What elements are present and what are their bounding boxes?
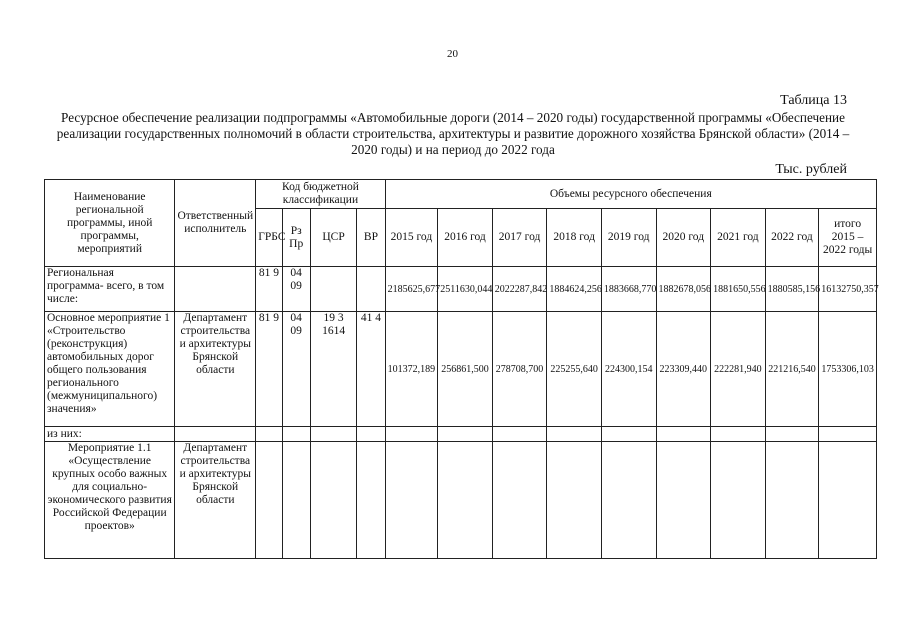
row-value-2017: 278708,700 xyxy=(492,312,547,427)
row-value-2021 xyxy=(711,442,766,559)
page-number: 20 xyxy=(447,48,458,60)
row-value-2020 xyxy=(656,442,711,559)
header-csr: ЦСР xyxy=(310,209,356,267)
empty-cell xyxy=(357,427,385,442)
row-value-2015: 2185625,677 xyxy=(385,267,438,312)
header-vr: ВР xyxy=(357,209,385,267)
row-responsible xyxy=(175,267,256,312)
header-year-2018: 2018 год xyxy=(547,209,602,267)
row-grbs xyxy=(256,442,282,559)
row-responsible: Департамент строительства и архитектуры Брянской области xyxy=(175,312,256,427)
row-value-2018: 1884624,256 xyxy=(547,267,602,312)
header-year-2019: 2019 год xyxy=(601,209,656,267)
row-value-2019: 1883668,770 xyxy=(601,267,656,312)
empty-cell xyxy=(601,427,656,442)
row-total xyxy=(819,442,877,559)
header-rzpr: Рз Пр xyxy=(282,209,310,267)
row-name: Основное мероприятие 1 «Строительство (реконструкция) автомобильных дорог общего пользования регионального (межмуниципального) значения» xyxy=(45,312,175,427)
row-grbs: 81 9 xyxy=(256,312,282,427)
empty-cell xyxy=(438,427,493,442)
header-row-1 xyxy=(45,180,877,209)
row-value-2016 xyxy=(438,442,493,559)
row-value-2019 xyxy=(601,442,656,559)
row-csr: 19 3 1614 xyxy=(310,312,356,427)
table-row xyxy=(45,312,877,427)
row-value-2015: 101372,189 xyxy=(385,312,438,427)
row-csr xyxy=(310,442,356,559)
row-rzpr: 04 09 xyxy=(282,312,310,427)
row-value-2019: 224300,154 xyxy=(601,312,656,427)
header-year-2022: 2022 год xyxy=(765,209,819,267)
table-row xyxy=(45,427,877,442)
empty-cell xyxy=(492,427,547,442)
empty-cell xyxy=(385,427,438,442)
empty-cell xyxy=(819,427,877,442)
header-year-2020: 2020 год xyxy=(656,209,711,267)
empty-cell xyxy=(765,427,819,442)
row-name: Региональная программа- всего, в том числе: xyxy=(45,267,175,312)
row-vr xyxy=(357,267,385,312)
row-value-2017 xyxy=(492,442,547,559)
row-name: из них: xyxy=(45,427,175,442)
row-vr: 41 4 xyxy=(357,312,385,427)
row-value-2016: 256861,500 xyxy=(438,312,493,427)
empty-cell xyxy=(547,427,602,442)
row-value-2018 xyxy=(547,442,602,559)
units-label: Тыс. рублей xyxy=(775,162,847,177)
header-total: итого 2015 – 2022 годы xyxy=(819,209,877,267)
header-name: Наименование региональной программы, иной программы, мероприятий xyxy=(45,180,175,267)
table-row xyxy=(45,267,877,312)
row-value-2022: 221216,540 xyxy=(765,312,819,427)
row-responsible: Департамент строительства и архитектуры Брянской области xyxy=(175,442,256,559)
row-total: 1753306,103 xyxy=(819,312,877,427)
row-total: 16132750,357 xyxy=(819,267,877,312)
empty-cell xyxy=(256,427,282,442)
header-year-2016: 2016 год xyxy=(438,209,493,267)
empty-cell xyxy=(711,427,766,442)
header-year-2015: 2015 год xyxy=(385,209,438,267)
row-csr xyxy=(310,267,356,312)
row-value-2021: 222281,940 xyxy=(711,312,766,427)
row-value-2016: 2511630,044 xyxy=(438,267,493,312)
header-responsible: Ответственный исполнитель xyxy=(175,180,256,267)
resource-table xyxy=(44,179,877,559)
row-rzpr xyxy=(282,442,310,559)
row-vr xyxy=(357,442,385,559)
row-rzpr: 04 09 xyxy=(282,267,310,312)
row-value-2017: 2022287,842 xyxy=(492,267,547,312)
row-value-2022 xyxy=(765,442,819,559)
row-value-2018: 225255,640 xyxy=(547,312,602,427)
row-value-2020: 223309,440 xyxy=(656,312,711,427)
table-row xyxy=(45,442,877,559)
document-title: Ресурсное обеспечение реализации подпрограммы «Автомобильные дороги (2014 – 2020 годы) государственной программы «Обеспечение реализации государственных полномочий в области строительства, архитектуры и развитие дорожного хозяйства Брянской области» (2014 – 2020 годы) и на период до 2022 года xyxy=(56,110,850,157)
row-value-2022: 1880585,156 xyxy=(765,267,819,312)
empty-cell xyxy=(310,427,356,442)
header-year-2017: 2017 год xyxy=(492,209,547,267)
header-budget-code: Код бюджетной классификации xyxy=(256,180,385,209)
empty-cell xyxy=(175,427,256,442)
row-value-2020: 1882678,056 xyxy=(656,267,711,312)
table-caption: Таблица 13 xyxy=(780,93,847,108)
row-name: Мероприятие 1.1 «Осуществление крупных особо важных для социально-экономического развития Российской Федерации проектов» xyxy=(45,442,175,559)
header-year-2021: 2021 год xyxy=(711,209,766,267)
empty-cell xyxy=(282,427,310,442)
header-resources: Объемы ресурсного обеспечения xyxy=(385,180,876,209)
empty-cell xyxy=(656,427,711,442)
row-value-2015 xyxy=(385,442,438,559)
row-value-2021: 1881650,556 xyxy=(711,267,766,312)
row-grbs: 81 9 xyxy=(256,267,282,312)
header-grbs: ГРБС xyxy=(256,209,282,267)
